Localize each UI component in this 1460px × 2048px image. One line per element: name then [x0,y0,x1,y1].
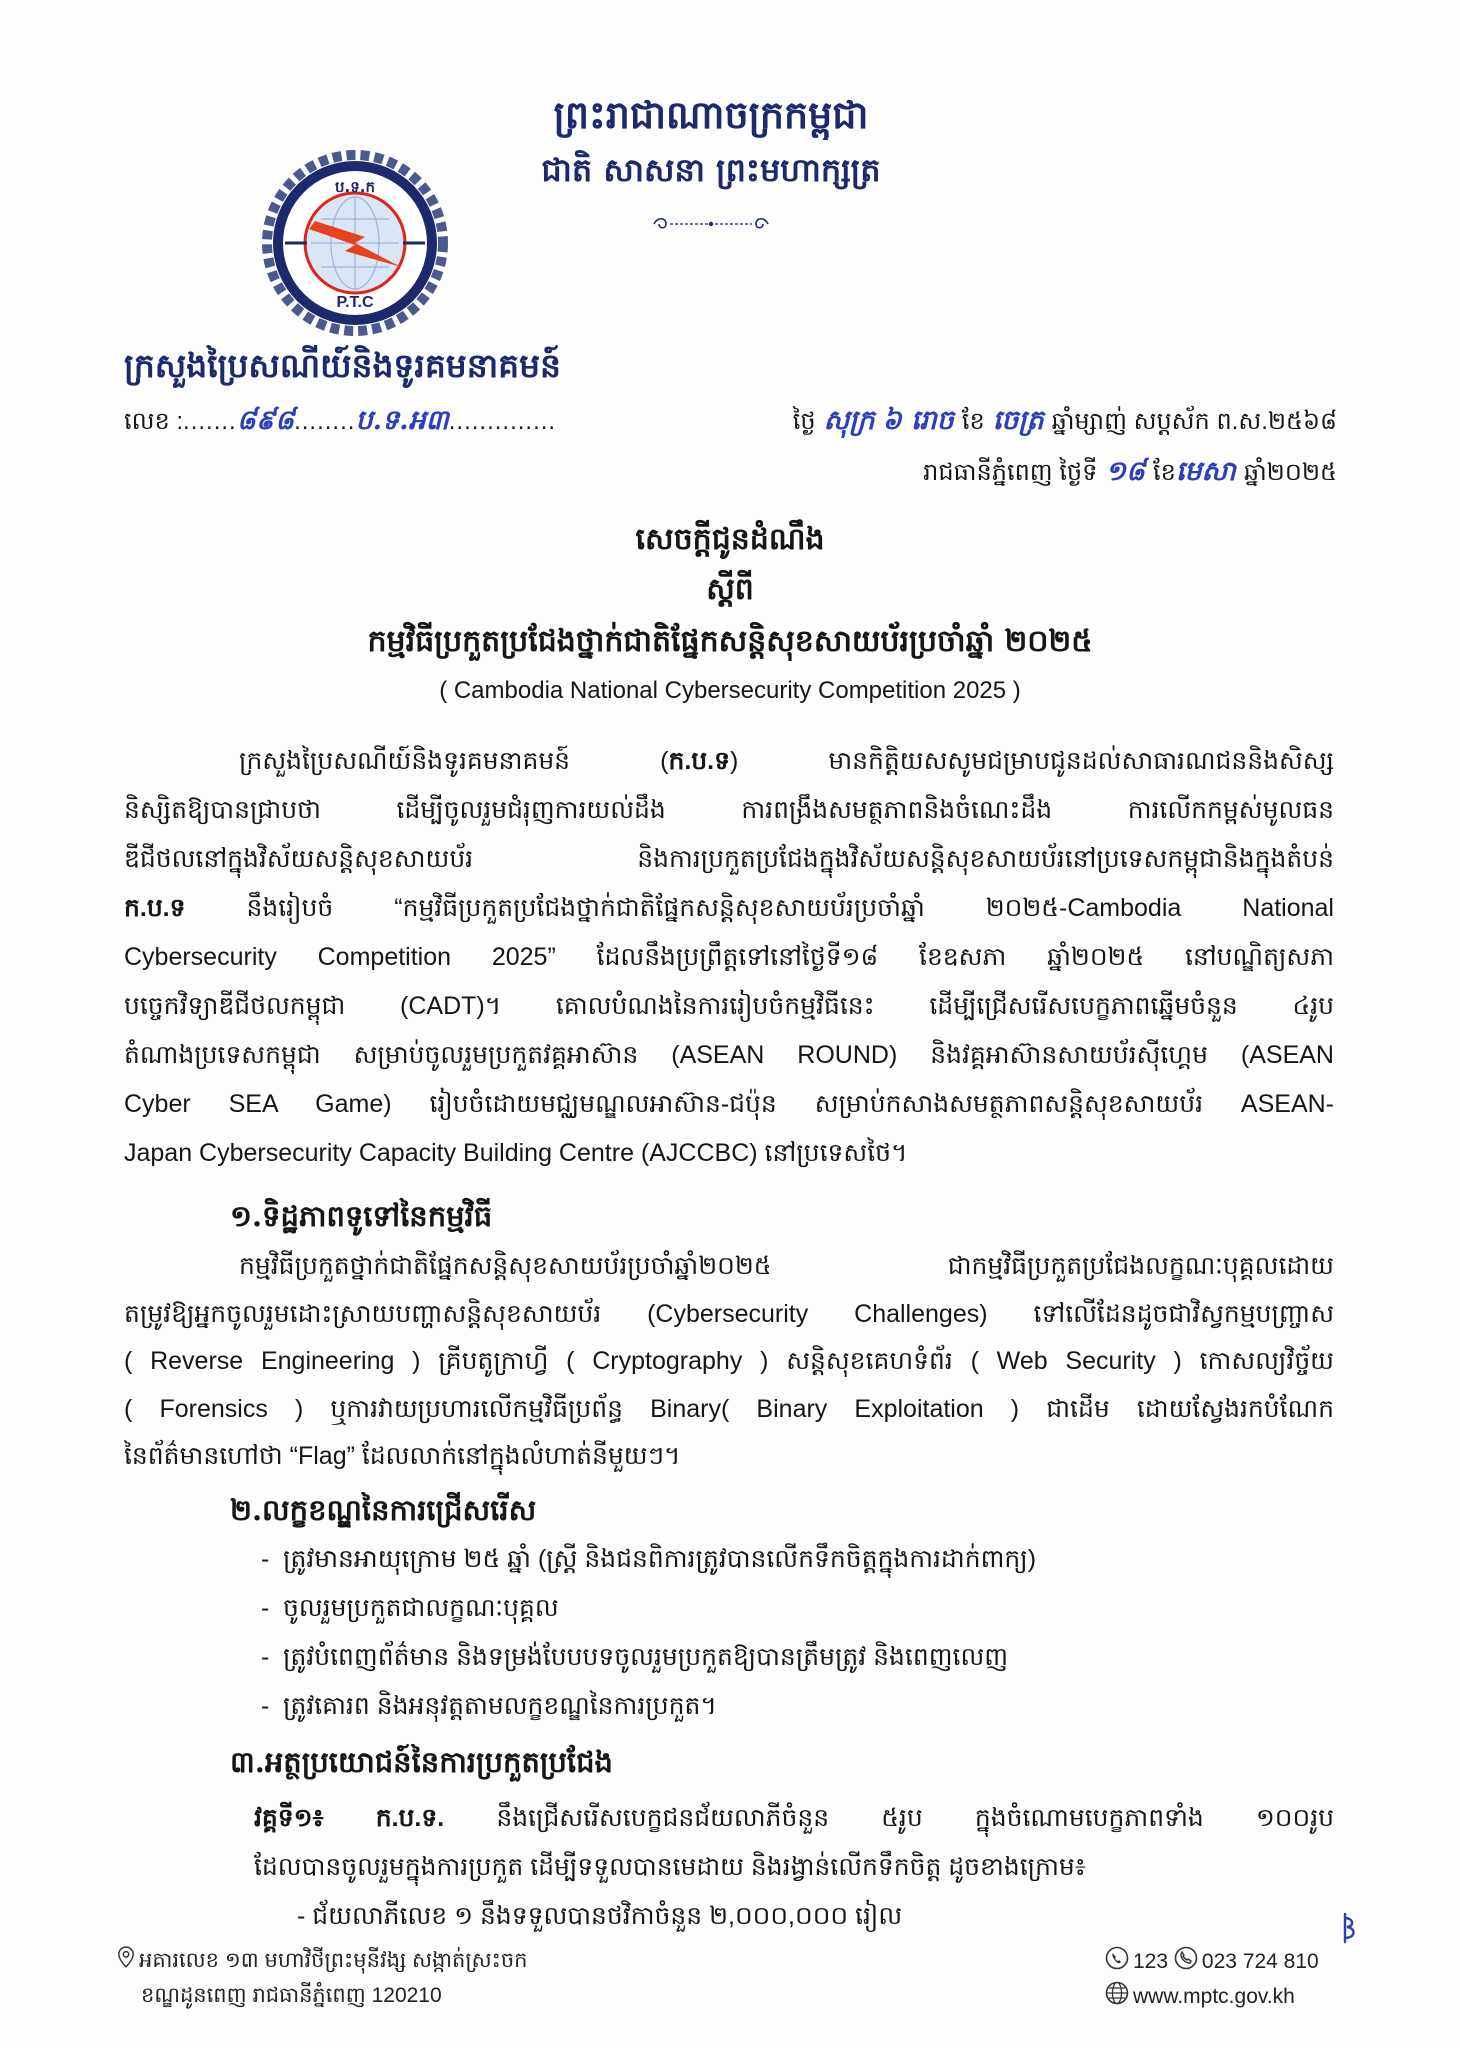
ministry-abbreviation: ក.ប.ទ [668,747,730,775]
solar-date-line [700,449,1337,495]
location-pin-icon [117,1946,135,1976]
ministry-abbreviation: ក.ប.ទ [124,894,186,922]
ministry-abbreviation: ក.ប.ទ. [375,1804,445,1832]
list-item: - ត្រូវមានអាយុក្រោម ២៥ ឆ្នាំ (ស្ត្រី និងជនពិការត្រូវបានលើកទឹកចិត្តក្នុងការដាក់ពាក្យ) [261,1535,1331,1584]
bullet-dash: - [261,1692,270,1720]
notice-title: សេចក្តីជូនដំណឹង [635,522,825,557]
section-heading-benefits: ៣.អត្ថប្រយោជន៍នៃការប្រកួតប្រជែង [230,1745,613,1779]
list-item: - ត្រូវគោរព និងអនុវត្តតាមលក្ខខណ្ឌនៃការប្រកួត។ [261,1682,1331,1731]
reference-number-line [124,398,594,444]
intro-paragraph [124,737,1334,1182]
footer-phone-line [1105,1946,1345,1976]
weekday: សុក្រ [823,405,875,436]
paragraph-line: តម្រូវឱ្យអ្នកចូលរួមដោះស្រាយបញ្ហាសន្តិសុខសាយប័រ (Cybersecurity Challenges) ទៅលើដែនដូចជាវិស្វកម្មបញ្ច្រាស [124,1299,1334,1328]
day-label: ថ្ងៃ [792,408,816,435]
month-label: ខែ [961,408,985,435]
paragraph-line: កម្មវិធីប្រកួតថ្នាក់ជាតិផ្នែកសន្តិសុខសាយប័រប្រចាំឆ្នាំ២០២៥ ជាកម្មវិធីប្រកួតប្រជែងលក្ខណៈបុគ្គលដោយ [239,1252,1334,1280]
lunar-month: ចេត្រ [992,405,1044,436]
footer-address-line1 [117,1946,737,1976]
solar-month: មេសា [1175,456,1236,487]
ornament-divider-icon [650,214,772,234]
section-heading-overview: ១.ទិដ្ឋភាពទូទៅនៃកម្មវិធី [230,1199,493,1233]
form-dots: ....... [183,408,237,435]
paragraph-line: ឌីជីថលនៅក្នុងវិស័យសន្តិសុខសាយប័រ និងការប្រកួតប្រជែងក្នុងវិស័យសន្តិសុខសាយប័រនៅប្រទេសកម្ពុជានិងក្នុងតំបន់ [124,845,1334,873]
place-day-label: រាជធានីភ្នំពេញ ថ្ងៃទី [923,459,1098,486]
kingdom-heading: ព្រះរាជាណាចក្រកម្ពុជា [553,92,869,137]
paragraph-line: វគ្គទី១៖ ក.ប.ទ. នឹងជ្រើសរើសបេក្ខជនជ័យលាភីចំនួន ៥រូប ក្នុងចំណោមបេក្ខភាពទាំង ១០០រូប [254,1804,1334,1832]
phone-icon [1105,1946,1129,1976]
reference-number: ៨៩៨ [236,405,295,436]
national-motto: ជាតិ សាសនា ព្រះមហាក្សត្រ [541,151,881,189]
paragraph-line: និស្សិតឱ្យបានជ្រាបថា ដើម្បីចូលរួមជំរុញការយល់ដឹង ការពង្រឹងសមត្ថភាពនិងចំណេះដឹង ការលើកកម្ពស់មូលធន [124,796,1334,824]
logo-bottom-text: P.T.C [336,294,374,311]
notice-subject: កម្មវិធីប្រកួតប្រជែងថ្នាក់ជាតិផ្នែកសន្តិសុខសាយប័រប្រចាំឆ្នាំ ២០២៥ [367,624,1093,659]
list-item: - ចូលរួមប្រកួតជាលក្ខណៈបុគ្គល [261,1584,1331,1633]
ministry-name: ក្រសួងប្រៃសណីយ៍និងទូរគមនាគមន៍ [124,346,561,385]
lunar-day: ៦ រោច [882,405,954,436]
paragraph-line: Cyber SEA Game) រៀបចំដោយមជ្ឈមណ្ឌលអាស៊ាន-ជប៉ុន សម្រាប់កសាងសមត្ថភាពសន្តិសុខសាយប័រ ASEAN- [124,1090,1334,1118]
bullet-dash: - [261,1594,270,1622]
notice-about: ស្តីពី [706,572,754,607]
bullet-dash: - [261,1643,270,1671]
paragraph-line: ដែលបានចូលរួមក្នុងការប្រកួត ដើម្បីទទួលបានមេដាយ និងរង្វាន់លើកទឹកចិត្ត ដូចខាងក្រោម៖ [254,1853,1086,1881]
section-heading-criteria: ២.លក្ខខណ្ឌនៃការជ្រើសរើស [230,1493,537,1527]
footer-website-line [1105,1981,1345,2011]
paragraph-line: Cybersecurity Competition 2025” ដែលនឹងប្រព្រឹត្តទៅនៅថ្ងៃទី១៨ ខែឧសភា ឆ្នាំ២០២៥ នៅបណ្ឌិត្យសភា [124,943,1334,971]
paragraph-line: តំណាងប្រទេសកម្ពុជា សម្រាប់ចូលរួមប្រកួតវគ្គអាស៊ាន (ASEAN ROUND) និងវគ្គអាស៊ានសាយប័រស៊ីហ្គេម (ASEAN [124,1041,1334,1069]
paragraph-line: ក្រសួងប្រៃសណីយ៍និងទូរគមនាគមន៍ (ក.ប.ទ) មានកិត្តិយសសូមជម្រាបជូនដល់សាធារណជននិងសិស្ស [239,747,1334,775]
phone-receiver-icon [1174,1946,1198,1976]
form-dots: .............. [448,408,557,435]
reference-label: លេខ : [124,408,184,435]
website-url: www.mptc.gov.kh [1133,1985,1295,2009]
solar-day: ១៨ [1105,456,1145,487]
form-dots: ........ [294,408,356,435]
lunar-year: ឆ្នាំម្សាញ់ សប្តស័ក ព.ស.២៥៦៨ [1051,408,1337,435]
criteria-list [261,1535,1331,1733]
list-item: - ត្រូវបំពេញព័ត៌មាន និងទម្រង់បែបបទចូលរួមប្រកួតឱ្យបានត្រឹមត្រូវ និងពេញលេញ [261,1633,1331,1682]
reference-code: ប.ទ.អ៣ [355,405,449,436]
paragraph-line: បច្ចេកវិទ្យាឌីជីថលកម្ពុជា (CADT)។ គោលបំណងនៃការរៀបចំកម្មវិធីនេះ ដើម្បីជ្រើសរើសបេក្ខភាពឆ្នើមចំនួន ៤រូប [124,992,1334,1020]
globe-icon [1105,1981,1129,2011]
overview-paragraph [124,1243,1334,1483]
page-continuation-mark-icon [1340,1912,1358,1946]
prize-item: - ជ័យលាភីលេខ ១ នឹងទទួលបានថវិកាចំនួន ២,០០០,០០០ រៀល [297,1902,903,1930]
bullet-dash: - [261,1545,270,1573]
footer-address-line2: ខណ្ឌដូនពេញ រាជធានីភ្នំពេញ 120210 [141,1984,442,2007]
address-text: អគារលេខ ១៣ មហាវិថីព្រះមុនីវង្ស សង្កាត់ស្រះចក [139,1949,528,1973]
lunar-date-line [600,398,1337,444]
solar-year: ឆ្នាំ២០២៥ [1243,459,1337,486]
paragraph-line: នៃព័ត៌មានហៅថា “Flag” ដែលលាក់នៅក្នុងលំហាត់នីមួយៗ។ [124,1442,681,1470]
ministry-logo [261,149,449,337]
month-label: ខែ [1152,459,1176,486]
phone-number: 023 724 810 [1201,1950,1319,1974]
paragraph-line: Japan Cybersecurity Capacity Building Centre (AJCCBC) នៅប្រទេសថៃ។ [124,1139,908,1167]
benefits-paragraph [254,1794,1334,1944]
round-label: វគ្គទី១៖ [254,1804,324,1832]
paragraph-line: ( Reverse Engineering ) គ្រីបតូក្រាហ្វី ( Cryptography ) សន្តិសុខគេហទំព័រ ( Web Security ) កោសល្យវិច្ច័យ [124,1347,1334,1375]
paragraph-line: ( Forensics ) ឬការវាយប្រហារលើកម្មវិធីប្រព័ន្ធ Binary( Binary Exploitation ) ជាដើម ដោយស្វែងរកបំណែក [124,1394,1334,1423]
notice-subject-english: ( Cambodia National Cybersecurity Competition 2025 ) [439,677,1021,704]
paragraph-line: ក.ប.ទ នឹងរៀបចំ “កម្មវិធីប្រកួតប្រជែងថ្នាក់ជាតិផ្នែកសន្តិសុខសាយប័រប្រចាំឆ្នាំ ២០២៥-Cambodia National [124,894,1334,922]
hotline-number: 123 [1133,1950,1169,1974]
logo-top-text: ប.ទ.ក [335,178,375,196]
